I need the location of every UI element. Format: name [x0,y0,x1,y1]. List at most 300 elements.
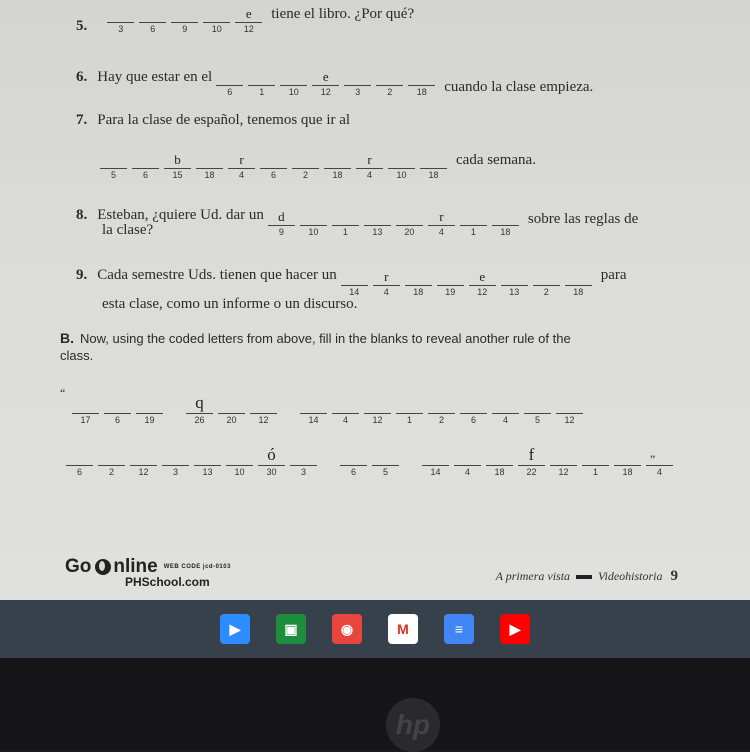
filled-letter [420,153,447,167]
letter-blank [372,450,399,478]
underline [372,465,399,466]
filled-letter: r [384,269,389,284]
filled-letter: f [528,445,535,464]
go-online-logo [65,556,231,589]
underline [130,465,157,466]
blanks [100,153,452,181]
filled-letter [582,450,609,464]
underline [524,413,551,414]
question-9 [76,262,627,298]
filled-letter [130,450,157,464]
letter-blank [260,153,287,181]
code-number: 6 [150,24,156,34]
code-number: 2 [302,170,308,180]
underline [460,413,487,414]
code-number: 19 [445,287,456,297]
underline [408,85,435,86]
docs-icon[interactable]: ≡ [444,614,474,644]
code-number: 12 [138,467,149,477]
question-number: 9. [76,267,88,283]
code-number: 12 [243,24,254,34]
letter-blank [373,270,400,298]
underline [428,225,455,226]
code-number: 18 [494,467,505,477]
code-number: 6 [227,87,233,97]
letter-blank [280,70,307,98]
letter-blank [340,450,367,478]
letter-blank [614,450,641,478]
underline [300,413,327,414]
filled-letter [364,398,391,412]
underline [405,285,432,286]
underline [364,413,391,414]
code-number: 12 [564,415,575,425]
filled-letter [226,450,253,464]
code-number: 3 [118,24,124,34]
close-quote: ” [650,452,656,466]
filled-letter [290,450,317,464]
filled-letter [460,398,487,412]
code-number: 2 [543,287,549,297]
filled-letter [388,153,415,167]
underline [332,413,359,414]
letter-blank [132,153,159,181]
underline [194,465,221,466]
letter-blank [292,153,319,181]
letter-blank [300,398,327,426]
underline [186,413,213,414]
letter-blank [428,210,455,238]
letter-blank [218,398,245,426]
filled-letter [341,270,368,284]
letter-blank [437,270,464,298]
underline [332,225,359,226]
filled-letter [396,398,423,412]
letter-blank [72,398,99,426]
filled-letter: e [322,69,329,84]
letter-blank [344,70,371,98]
letter-blank [66,450,93,478]
filled-letter [324,153,351,167]
filled-letter [107,7,134,21]
underline [324,168,351,169]
hp-logo: hp [386,698,440,752]
code-number: 10 [396,170,407,180]
filled-letter [250,398,277,412]
underline [533,285,560,286]
letter-blank [312,70,339,98]
question-text: sobre las reglas de [527,211,639,227]
underline [312,85,339,86]
underline [492,413,519,414]
question-5 [76,6,414,35]
underline [235,22,262,23]
gmail-icon[interactable]: M [388,614,418,644]
letter-blank [130,450,157,478]
code-number: 19 [144,415,155,425]
code-number: 12 [477,287,488,297]
filled-letter [332,210,359,224]
code-number: 6 [270,170,276,180]
underline [226,465,253,466]
letter-blank [332,210,359,238]
filled-letter [194,450,221,464]
code-number: 17 [80,415,91,425]
filled-letter [428,398,455,412]
classroom-icon[interactable]: ▣ [276,614,306,644]
filled-letter [614,450,641,464]
letter-blank [492,398,519,426]
instruction-text: class. [60,348,94,363]
underline [66,465,93,466]
page-number: 9 [670,568,678,584]
underline [373,285,400,286]
question-text: Esteban, ¿quiere Ud. dar un [97,207,264,223]
code-number: 2 [438,415,444,425]
filled-letter [136,398,163,412]
part-b-row-1 [68,393,592,426]
underline [290,465,317,466]
filled-letter [396,210,423,224]
filled-letter [98,450,125,464]
code-number: 12 [320,87,331,97]
code-number: 10 [288,87,299,97]
underline [248,85,275,86]
underline [258,465,285,466]
letter-blank [492,210,519,238]
laptop-bezel [0,658,750,750]
code-number: 13 [509,287,520,297]
taskbar [0,600,750,658]
page-footer [496,568,678,585]
letter-blank [226,450,253,478]
underline [171,22,198,23]
filled-letter: e [245,6,252,21]
dash-icon [576,575,592,579]
letter-blank [422,450,449,478]
underline [292,168,319,169]
code-number: 18 [332,170,343,180]
underline [344,85,371,86]
filled-letter [492,398,519,412]
code-number: 18 [428,170,439,180]
filled-letter [405,270,432,284]
letter-blank [550,450,577,478]
underline [437,285,464,286]
underline [420,168,447,169]
code-number: 5 [110,170,116,180]
filled-letter: e [479,269,486,284]
filled-letter [300,210,327,224]
underline [268,225,295,226]
code-number: 4 [366,170,372,180]
filled-letter [162,450,189,464]
question-number: 5. [76,18,88,34]
filled-letter: ó [267,445,276,464]
question-text: cada semana. [456,152,536,168]
underline [216,85,243,86]
blanks [422,445,678,478]
code-number: 10 [234,467,245,477]
code-number: 2 [108,467,114,477]
letter-blank [396,210,423,238]
underline [550,465,577,466]
part-b-instructions [60,330,680,363]
underline [492,225,519,226]
underline [469,285,496,286]
blanks [72,398,168,426]
code-number: 20 [226,415,237,425]
code-number: 3 [172,467,178,477]
code-number: 3 [300,467,306,477]
question-text: Hay que estar en el [97,69,213,85]
filled-letter [556,398,583,412]
letter-blank [104,398,131,426]
code-number: 12 [558,467,569,477]
question-text: esta clase, como un informe o un discurso. [102,296,358,312]
filled-letter [372,450,399,464]
code-number: 4 [383,287,389,297]
letter-blank [300,210,327,238]
code-number: 6 [470,415,476,425]
code-number: 30 [266,467,277,477]
letter-blank [203,7,230,35]
filled-letter [104,398,131,412]
underline [162,465,189,466]
question-text: Cada semestre Uds. tienen que hacer un [97,267,337,283]
filled-letter [460,210,487,224]
code-number: 1 [342,227,348,237]
letter-blank [533,270,560,298]
letter-blank [388,153,415,181]
letter-blank [486,450,513,478]
question-text: Para la clase de español, tenemos que ir al [97,112,351,128]
youtube-icon[interactable]: ▶ [500,614,530,644]
filled-letter [454,450,481,464]
underline [203,22,230,23]
question-8-line2 [102,222,153,239]
filled-letter [66,450,93,464]
letter-blank [290,450,317,478]
letter-blank [460,398,487,426]
code-number: 1 [259,87,265,97]
code-number: 4 [342,415,348,425]
blanks [107,7,267,35]
letter-blank [194,450,221,478]
question-8 [76,204,638,238]
filled-letter [524,398,551,412]
question-7-answer [100,152,536,181]
filled-letter [492,210,519,224]
letter-blank [162,450,189,478]
underline [228,168,255,169]
underline [565,285,592,286]
filled-letter [300,398,327,412]
code-number: 4 [502,415,508,425]
code-number: 13 [202,467,213,477]
underline [364,225,391,226]
letter-blank [501,270,528,298]
filled-letter [550,450,577,464]
letter-blank [518,445,545,478]
code-number: 4 [464,467,470,477]
underline [376,85,403,86]
letter-blank [98,450,125,478]
chrome-icon[interactable]: ◉ [332,614,362,644]
letter-blank [248,70,275,98]
underline [136,413,163,414]
question-6 [76,62,593,98]
question-text: cuando la clase empieza. [444,79,594,95]
filled-letter [565,270,592,284]
underline [396,413,423,414]
letter-blank [460,210,487,238]
underline [107,22,134,23]
letter-blank [235,7,262,35]
code-number: 18 [204,170,215,180]
code-number: 14 [430,467,441,477]
letter-blank [582,450,609,478]
underline [139,22,166,23]
go-text: Go [65,556,92,577]
code-number: 18 [416,87,427,97]
code-number: 6 [76,467,82,477]
code-number: 18 [413,287,424,297]
code-number: 12 [258,415,269,425]
letter-blank [396,398,423,426]
code-number: 2 [387,87,393,97]
underline [218,413,245,414]
code-number: 6 [114,415,120,425]
filled-letter: b [174,152,181,167]
letter-blank [136,398,163,426]
filled-letter [364,210,391,224]
underline [428,413,455,414]
blanks [268,210,524,238]
filled-letter [260,153,287,167]
underline [518,465,545,466]
code-number: 18 [622,467,633,477]
letter-blank [324,153,351,181]
code-number: 13 [372,227,383,237]
filled-letter [72,398,99,412]
letter-blank [454,450,481,478]
underline [460,225,487,226]
filled-letter [203,7,230,21]
code-number: 1 [592,467,598,477]
filled-letter [332,398,359,412]
code-number: 4 [438,227,444,237]
letter-blank [565,270,592,298]
underline [341,285,368,286]
filled-letter: r [239,152,244,167]
zoom-icon[interactable]: ▶ [220,614,250,644]
open-quote: “ [60,386,66,400]
letter-blank [356,153,383,181]
letter-blank [107,7,134,35]
filled-letter [376,70,403,84]
letter-blank [341,270,368,298]
code-number: 15 [172,170,183,180]
letter-blank [268,210,295,238]
underline [104,413,131,414]
blanks [300,398,588,426]
letter-blank [171,7,198,35]
code-number: 10 [308,227,319,237]
code-number: 4 [238,170,244,180]
underline [260,168,287,169]
filled-letter [196,153,223,167]
filled-letter [533,270,560,284]
question-text: para [600,267,627,283]
filled-letter [280,70,307,84]
letter-blank [164,153,191,181]
underline [422,465,449,466]
blanks [216,70,440,98]
letter-blank [376,70,403,98]
book-title: A primera vista [495,569,571,583]
underline [98,465,125,466]
question-number: 8. [76,207,88,223]
filled-letter [408,70,435,84]
filled-letter [437,270,464,284]
code-number: 18 [573,287,584,297]
underline [454,465,481,466]
letter-blank [405,270,432,298]
underline [486,465,513,466]
blanks [66,445,322,478]
letter-blank [420,153,447,181]
underline [250,413,277,414]
filled-letter [132,153,159,167]
underline [132,168,159,169]
letter-blank [364,210,391,238]
filled-letter [501,270,528,284]
online-text: nline [113,556,158,577]
code-number: 22 [526,467,537,477]
filled-letter [344,70,371,84]
underline [356,168,383,169]
filled-letter: r [367,152,372,167]
letter-blank [556,398,583,426]
letter-blank [332,398,359,426]
question-text: tiene el libro. ¿Por qué? [271,6,415,22]
code-number: 9 [182,24,188,34]
question-number: 7. [76,112,88,128]
part-label: B. [60,330,74,346]
filled-letter [292,153,319,167]
underline [614,465,641,466]
letter-blank [469,270,496,298]
filled-letter [139,7,166,21]
code-number: 14 [308,415,319,425]
letter-blank [250,398,277,426]
underline [300,225,327,226]
letter-blank [100,153,127,181]
code-number: 5 [534,415,540,425]
globe-icon [95,559,111,575]
underline [164,168,191,169]
underline [582,465,609,466]
underline [280,85,307,86]
filled-letter: d [278,209,285,224]
code-number: 14 [349,287,360,297]
filled-letter [422,450,449,464]
underline [501,285,528,286]
code-number: 4 [656,467,662,477]
letter-blank [186,393,213,426]
section-title: Videohistoria [598,569,663,583]
